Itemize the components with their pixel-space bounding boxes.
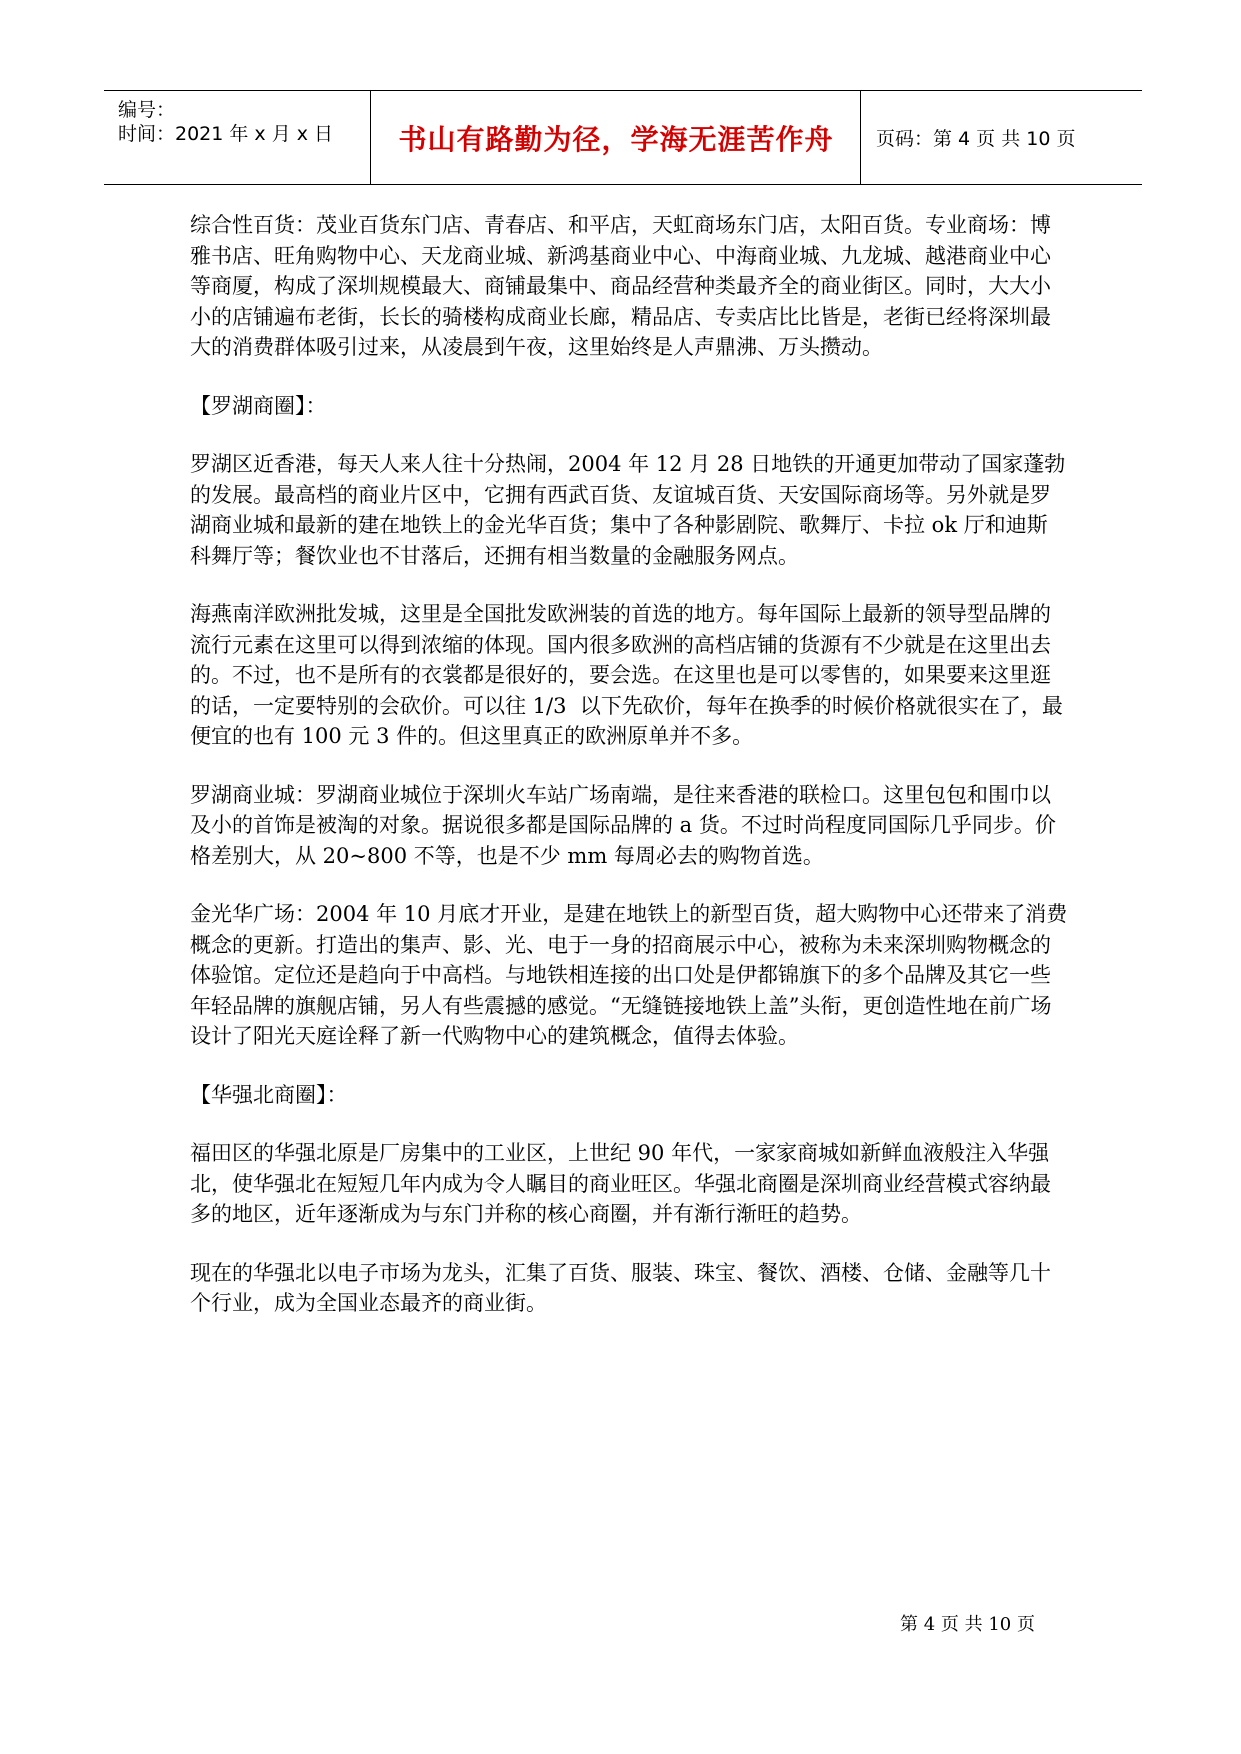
header-motto-cell bbox=[372, 91, 861, 184]
header-page-code: 页码：第 4 页 共 10 页 bbox=[876, 128, 1076, 150]
paragraph-luohu-commercial-city: 罗湖商业城：罗湖商业城位于深圳火车站广场南端，是往来香港的联检口。这里包包和围巾以及小的首饰是被淘的对象。据说很多都是国际品牌的 a 货。不过时尚程度同国际几乎同步。价格差别大，从 20~800 不等，也是不少 mm 每周必去的购物首选。 bbox=[190, 782, 1056, 868]
page-header bbox=[104, 90, 1142, 185]
header-page-code-cell bbox=[862, 91, 1142, 184]
footer-page-number: 第 4 页 共 10 页 bbox=[900, 1614, 1035, 1635]
header-motto: 书山有路勤为径，学海无涯苦作舟 bbox=[398, 122, 834, 156]
paragraph-department-stores: 综合性百货：茂业百货东门店、青春店、和平店，天虹商场东门店，太阳百货。专业商场：博雅书店、旺角购物中心、天龙商业城、新鸿基商业中心、中海商业城、九龙城、越港商业中心等商厦，构成了深圳规模最大、商铺最集中、商品经营种类最齐全的商业街区。同时，大大小小的店铺遍布老街，长长的骑楼构成商业长廊，精品店、专卖店比比皆是，老街已经将深圳最大的消费群体吸引过来，从凌晨到午夜，这里始终是人声鼎沸、万头攒动。 bbox=[190, 213, 1051, 359]
paragraph-huaqiangbei-today: 现在的华强北以电子市场为龙头，汇集了百货、服装、珠宝、餐饮、酒楼、仓储、金融等几十个行业，成为全国业态最齐的商业街。 bbox=[190, 1260, 1051, 1315]
document-date: 时间：2021 年 x 月 x 日 bbox=[118, 123, 334, 145]
section-heading-huaqiangbei: 【华强北商圈】： bbox=[190, 1082, 348, 1107]
paragraph-luohu-overview: 罗湖区近香港，每天人来人往十分热闹，2004 年 12 月 28 日地铁的开通更加带动了国家蓬勃的发展。最高档的商业片区中，它拥有西武百货、友谊城百货、天安国际商场等。另外就是罗湖商业城和最新的建在地铁上的金光华百货；集中了各种影剧院、歌舞厅、卡拉 ok 厅和迪斯科舞厅等；餐饮业也不甘落后，还拥有相当数量的金融服务网点。 bbox=[190, 452, 1066, 568]
paragraph-huaqiangbei-history: 福田区的华强北原是厂房集中的工业区，上世纪 90 年代，一家家商城如新鲜血液般注入华强北，使华强北在短短几年内成为令人瞩目的商业旺区。华强北商圈是深圳商业经营模式容纳最多的地区，近年逐渐成为与东门并称的核心商圈，并有渐行渐旺的趋势。 bbox=[190, 1141, 1051, 1226]
section-heading-luohu: 【罗湖商圈】： bbox=[190, 393, 327, 418]
header-meta bbox=[104, 91, 371, 184]
page-footer bbox=[900, 1610, 1035, 1636]
document-number-label: 编号： bbox=[118, 99, 176, 121]
paragraph-haiyan-wholesale: 海燕南洋欧洲批发城，这里是全国批发欧洲装的首选的地方。每年国际上最新的领导型品牌的流行元素在这里可以得到浓缩的体现。国内很多欧洲的高档店铺的货源有不少就是在这里出去的。不过，也不是所有的衣裳都是很好的，要会选。在这里也是可以零售的，如果要来这里逛的话，一定要特别的会砍价。可以往 1/3 以下先砍价，每年在换季的时候价格就很实在了，最便宜的也有 100 元 3 件的。但这里真正的欧洲原单并不多。 bbox=[190, 602, 1063, 748]
document-body bbox=[190, 210, 1068, 1347]
paragraph-kingglory-plaza: 金光华广场：2004 年 10 月底才开业，是建在地铁上的新型百货，超大购物中心还带来了消费概念的更新。打造出的集声、影、光、电于一身的招商展示中心，被称为未来深圳购物概念的体验馆。定位还是趋向于中高档。与地铁相连接的出口处是伊都锦旗下的多个品牌及其它一些年轻品牌的旗舰店铺，另人有些震撼的感觉。“无缝链接地铁上盖”头衔，更创造性地在前广场设计了阳光天庭诠释了新一代购物中心的建筑概念，值得去体验。 bbox=[190, 902, 1068, 1048]
